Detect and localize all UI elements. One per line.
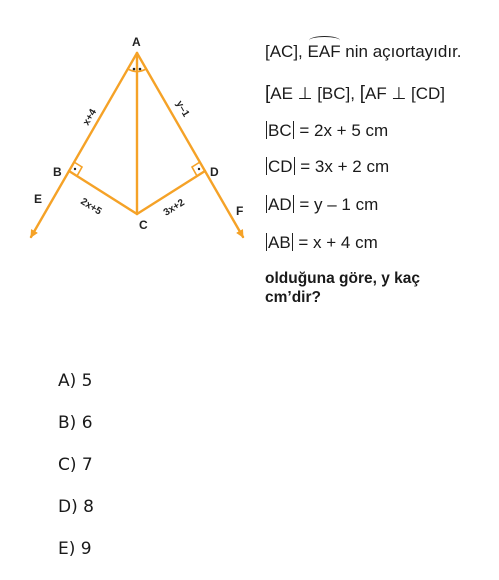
point-label-C: C	[139, 218, 148, 232]
point-label-D: D	[210, 165, 219, 179]
angle-symbol: EAF	[307, 42, 341, 61]
angle-mark-dot	[139, 68, 142, 71]
given-text: nin açıortayıdır.	[340, 42, 462, 61]
ray-AE	[31, 53, 137, 237]
choice-b[interactable]: B) 6	[58, 413, 93, 433]
question-text	[265, 269, 420, 307]
point-label-E: E	[34, 192, 43, 206]
ray-AF	[137, 53, 243, 237]
given-text: = x + 4 cm	[293, 233, 378, 252]
given-line-5	[265, 195, 378, 215]
segment-label-AB: x+4	[81, 107, 100, 128]
segment-label-CD: 3x+2	[161, 197, 187, 219]
right-angle-dot-B	[74, 168, 76, 170]
choice-e[interactable]: E) 9	[58, 539, 92, 559]
given-line-1	[265, 42, 462, 62]
angle-mark-dot	[133, 68, 136, 71]
segment-name: AD	[268, 195, 292, 214]
given-line-3	[265, 121, 388, 141]
segment-name: BC	[268, 121, 292, 140]
choice-d[interactable]: D) 8	[58, 497, 94, 517]
given-text: = 3x + 2 cm	[295, 157, 390, 176]
given-text: [AC],	[265, 42, 308, 61]
segment-name: CD	[268, 157, 293, 176]
given-text: AE ⊥ [BC],	[270, 84, 360, 103]
given-line-4	[265, 157, 389, 177]
right-angle-dot-D	[198, 168, 200, 170]
answer-choices	[58, 370, 94, 580]
segment-label-BC: 2x+5	[78, 196, 104, 218]
segment-label-AD: y–1	[173, 99, 192, 119]
point-label-A: A	[132, 35, 141, 49]
given-text: = y – 1 cm	[294, 195, 379, 214]
given-line-2	[265, 84, 445, 104]
ray-bracket: [	[359, 83, 366, 104]
question-line: cm’dir?	[265, 289, 321, 306]
given-text: AF ⊥ [CD]	[365, 84, 445, 103]
given-line-6	[265, 233, 378, 253]
choice-a[interactable]: A) 5	[58, 371, 93, 391]
point-label-B: B	[53, 165, 62, 179]
ray-bracket: [	[265, 83, 271, 104]
choice-c[interactable]: C) 7	[58, 455, 93, 475]
geometry-figure	[0, 0, 260, 250]
question-line: olduğuna göre, y kaç	[265, 270, 421, 287]
given-text: = 2x + 5 cm	[294, 121, 389, 140]
point-label-F: F	[236, 204, 244, 218]
segment-name: AB	[268, 233, 291, 252]
